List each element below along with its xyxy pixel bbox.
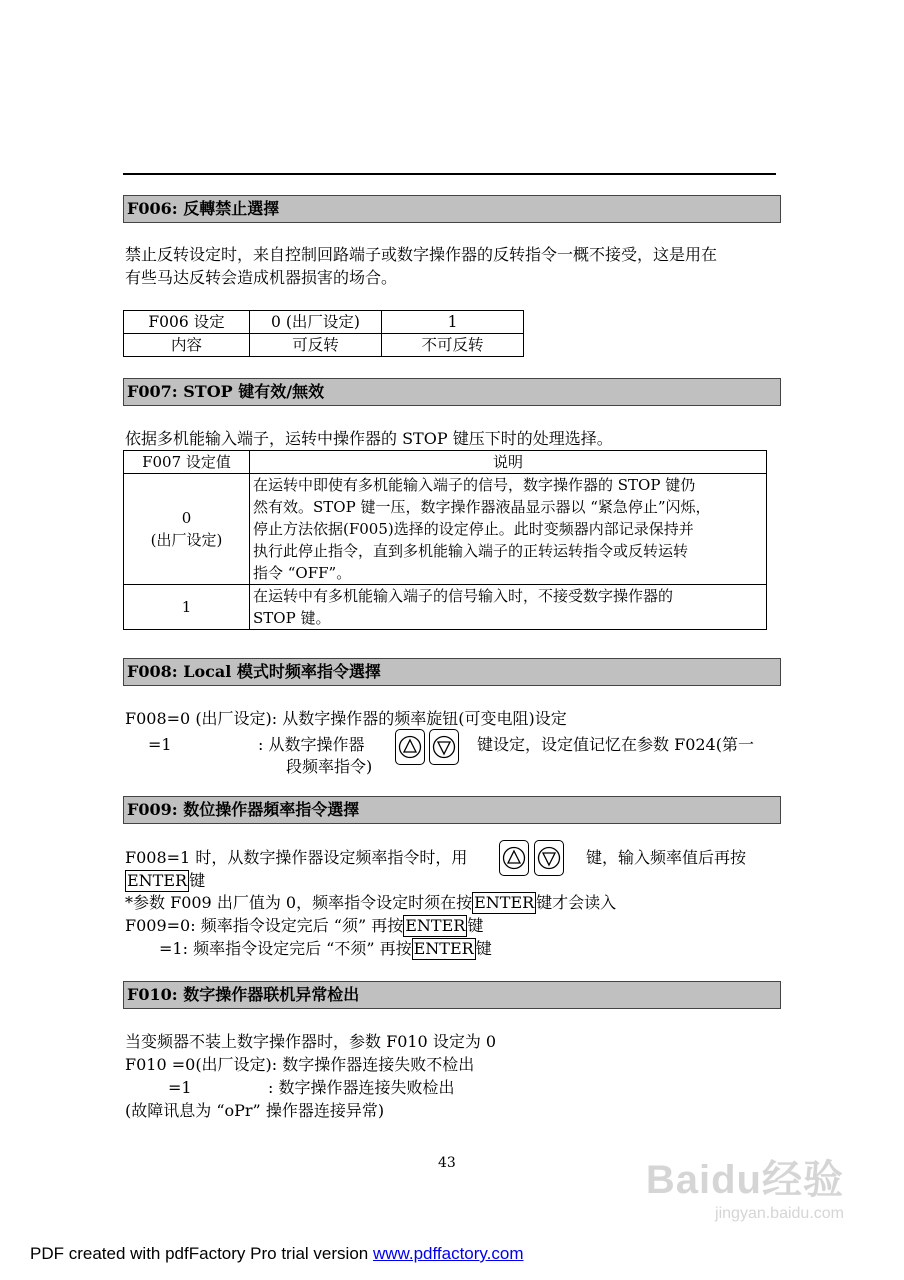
f006-desc-line1: 禁止反转设定时，来自控制回路端子或数字操作器的反转指令一概不接受，这是用在	[125, 245, 718, 264]
up-arrow-key-icon	[395, 729, 425, 765]
f007-desc-line: 在运转中即使有多机能输入端子的信号，数字操作器的 STOP 键仍	[253, 476, 696, 494]
f008-line3: 段频率指令)	[286, 757, 373, 776]
down-arrow-key-icon	[534, 840, 564, 876]
f007-desc-line: STOP 键。	[253, 609, 331, 627]
f009-line3	[125, 891, 616, 914]
f006-cell: 可反转	[250, 334, 382, 357]
f008-line2-value: =1	[148, 735, 172, 754]
f007-desc-cell	[250, 585, 767, 630]
top-rule	[123, 173, 776, 175]
f009-line1-rest: 键，输入频率值后再按	[586, 848, 747, 867]
f006-cell: 内容	[124, 334, 250, 357]
f009-line4-rest: 键	[467, 916, 484, 935]
enter-key-label: ENTER	[413, 939, 474, 958]
page-number: 43	[438, 1155, 456, 1171]
f006-header: F006: 反轉禁止選擇	[123, 195, 781, 223]
f009-line1: F008=1 时，从数字操作器设定频率指令时，用	[125, 848, 468, 867]
f010-line4: (故障讯息为 “oPr” 操作器连接异常)	[125, 1101, 385, 1120]
watermark-brand: Baidu经验	[645, 1158, 844, 1202]
baidu-watermark	[646, 1148, 844, 1223]
f009-line3-rest: 键才会读入	[536, 893, 617, 912]
watermark-url: jingyan.baidu.com	[715, 1205, 844, 1222]
up-arrow-key-icon	[499, 840, 529, 876]
f010-line3-value: =1	[168, 1078, 192, 1097]
f009-line4-text: F009=0: 频率指令设定完后 “须” 再按	[125, 916, 404, 935]
f008-line2-rest: 键设定，设定值记忆在参数 F024(第一	[477, 735, 754, 754]
f009-line3-text: *参数 F009 出厂值为 0，频率指令设定时须在按	[125, 893, 473, 912]
f008-line1: F008=0 (出厂设定): 从数字操作器的频率旋钮(可变电阻)设定	[125, 709, 567, 728]
f007-header: F007: STOP 键有效/無效	[123, 378, 781, 406]
f009-line5-rest: 键	[475, 939, 492, 958]
footer-text: PDF created with pdfFactory Pro trial version	[30, 1244, 373, 1263]
f007-value-0-sub: (出厂设定)	[150, 531, 223, 549]
f010-header: F010: 数字操作器联机异常检出	[123, 981, 781, 1009]
f009-line5	[159, 937, 492, 960]
f007-value-1: 1	[124, 585, 250, 630]
f010-line1: 当变频器不装上数字操作器时，参数 F010 设定为 0	[125, 1032, 497, 1051]
f008-line2-text: : 从数字操作器	[258, 735, 365, 754]
f007-desc: 依据多机能输入端子，运转中操作器的 STOP 键压下时的处理选择。	[125, 429, 613, 448]
f007-value-cell	[124, 474, 250, 585]
f009-line2	[125, 869, 205, 892]
f009-line5-text: =1: 频率指令设定完后 “不须” 再按	[159, 939, 412, 958]
f007-desc-line: 执行此停止指令，直到多机能输入端子的正转运转指令或反转运转	[253, 542, 689, 560]
enter-key-label: ENTER	[474, 893, 535, 912]
f006-table	[123, 310, 524, 357]
footer-link[interactable]: www.pdffactory.com	[372, 1244, 524, 1263]
f006-cell: 1	[382, 311, 524, 334]
pdf-footer	[30, 1244, 524, 1264]
f007-desc-line: 停止方法依据(F005)选择的设定停止。此时变频器内部记录保持并	[253, 520, 694, 538]
f007-header-cell: F007 设定值	[124, 451, 250, 474]
enter-key-label: ENTER	[405, 916, 466, 935]
enter-key-label: ENTER	[127, 871, 188, 890]
f006-cell: F006 设定	[124, 311, 250, 334]
f007-table	[123, 450, 767, 630]
f007-header-cell: 说明	[250, 451, 767, 474]
f006-desc-line2: 有些马达反转会造成机器损害的场合。	[125, 268, 398, 287]
f007-desc-cell	[250, 474, 767, 585]
f007-desc-line: 然有效。STOP 键一压，数字操作器液晶显示器以 “紧急停止”闪烁，	[253, 498, 711, 516]
f007-desc-line: 指令 “OFF”。	[253, 564, 352, 582]
f007-desc-line: 在运转中有多机能输入端子的信号输入时，不接受数字操作器的	[253, 587, 674, 605]
f010-line3-text: : 数字操作器连接失败检出	[268, 1078, 455, 1097]
f009-line2-text: 键	[189, 871, 206, 890]
f007-value-0: 0	[181, 509, 192, 527]
f008-header: F008: Local 模式时频率指令選擇	[123, 658, 781, 686]
f009-line4	[125, 914, 483, 937]
f009-header: F009: 数位操作器頻率指令選擇	[123, 796, 781, 824]
f006-cell: 0 (出厂设定)	[250, 311, 382, 334]
f006-cell: 不可反转	[382, 334, 524, 357]
f010-line2: F010 =0(出厂设定): 数字操作器连接失败不检出	[125, 1055, 475, 1074]
down-arrow-key-icon	[429, 729, 459, 765]
